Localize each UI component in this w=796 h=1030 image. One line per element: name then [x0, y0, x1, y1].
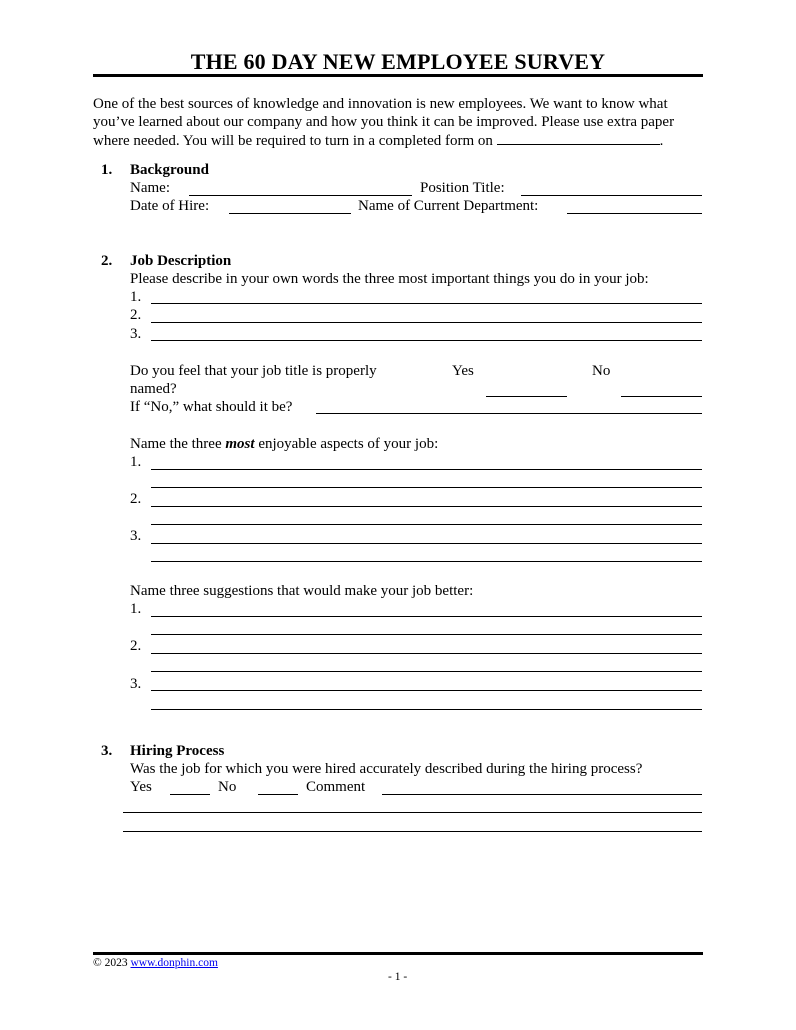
due-date-field[interactable]	[497, 131, 660, 145]
duty-field-1[interactable]	[151, 303, 702, 304]
suggestion-item-number-3: 3.	[130, 676, 142, 692]
copyright-text: © 2023	[93, 957, 131, 969]
enjoy-field-3b[interactable]	[151, 561, 702, 562]
name-label: Name:	[130, 180, 170, 196]
intro-text: One of the best sources of knowledge and innovation is new employees. We want to know what you’ve learned about our company and how you think it can be improved. Please use extra paper where needed. You will be required to turn in a completed form on	[93, 96, 675, 149]
footer-copyright	[93, 956, 218, 970]
enjoy-field-2a[interactable]	[151, 506, 702, 507]
hiring-comment-field-2[interactable]	[123, 812, 702, 813]
hiring-no-label: No	[218, 779, 237, 795]
enjoy-item-number-2: 2.	[130, 491, 142, 507]
current-department-field[interactable]	[567, 213, 702, 214]
suggestion-field-1b[interactable]	[151, 634, 702, 635]
section-1-number: 1.	[101, 162, 113, 178]
section-2-number: 2.	[101, 253, 113, 269]
footer-rule	[93, 952, 703, 955]
section-3-number: 3.	[101, 743, 113, 759]
suggestions-prompt: Name three suggestions that would make your job better:	[130, 583, 474, 599]
hiring-comment-field-1[interactable]	[382, 794, 702, 795]
suggestion-field-1a[interactable]	[151, 616, 702, 617]
hiring-yes-label: Yes	[130, 779, 152, 795]
enjoy-item-number-3: 3.	[130, 528, 142, 544]
section-1-heading: Background	[130, 162, 209, 178]
hiring-process-question: Was the job for which you were hired accurately described during the hiring process?	[130, 761, 643, 777]
section-3-heading: Hiring Process	[130, 743, 225, 759]
suggestion-field-2b[interactable]	[151, 671, 702, 672]
page-number: - 1 -	[388, 971, 408, 983]
job-title-question-line-1: Do you feel that your job title is properly	[130, 363, 377, 379]
intro-paragraph	[93, 95, 708, 150]
duty-item-number-3: 3.	[130, 326, 142, 342]
duty-item-number-2: 2.	[130, 307, 142, 323]
name-field[interactable]	[189, 195, 412, 196]
job-title-yes-label: Yes	[452, 363, 474, 379]
hiring-yes-field[interactable]	[170, 794, 210, 795]
suggestion-field-3a[interactable]	[151, 690, 702, 691]
job-title-no-label: No	[592, 363, 611, 379]
job-title-no-field[interactable]	[621, 396, 702, 397]
suggestion-item-number-2: 2.	[130, 638, 142, 654]
section-2-heading: Job Description	[130, 253, 232, 269]
hiring-comment-field-3[interactable]	[123, 831, 702, 832]
job-title-yes-field[interactable]	[486, 396, 567, 397]
enjoyable-aspects-prompt	[130, 435, 438, 453]
enjoy-emphasis: most	[225, 436, 255, 452]
enjoy-item-number-1: 1.	[130, 454, 142, 470]
date-of-hire-label: Date of Hire:	[130, 198, 210, 214]
enjoy-field-1b[interactable]	[151, 487, 702, 488]
duty-item-number-1: 1.	[130, 289, 142, 305]
hiring-comment-label: Comment	[306, 779, 366, 795]
intro-end: .	[659, 133, 664, 149]
job-description-prompt: Please describe in your own words the three most important things you do in your job:	[130, 271, 649, 287]
duty-field-2[interactable]	[151, 322, 702, 323]
enjoy-suffix: enjoyable aspects of your job:	[254, 436, 439, 452]
current-department-label: Name of Current Department:	[358, 198, 539, 214]
position-title-field[interactable]	[521, 195, 702, 196]
website-link[interactable]: www.donphin.com	[130, 957, 218, 969]
job-title-question-line-2: named?	[130, 381, 177, 397]
if-no-label: If “No,” what should it be?	[130, 399, 293, 415]
hiring-no-field[interactable]	[258, 794, 298, 795]
enjoy-field-3a[interactable]	[151, 543, 702, 544]
suggestion-field-3b[interactable]	[151, 709, 702, 710]
enjoy-field-2b[interactable]	[151, 524, 702, 525]
enjoy-field-1a[interactable]	[151, 469, 702, 470]
enjoy-prefix: Name the three	[130, 436, 226, 452]
suggestion-field-2a[interactable]	[151, 653, 702, 654]
date-of-hire-field[interactable]	[229, 213, 351, 214]
page-title: THE 60 DAY NEW EMPLOYEE SURVEY	[190, 49, 606, 74]
title-rule	[93, 74, 703, 77]
suggestion-item-number-1: 1.	[130, 601, 142, 617]
suggested-title-field[interactable]	[316, 413, 702, 414]
position-title-label: Position Title:	[420, 180, 505, 196]
duty-field-3[interactable]	[151, 340, 702, 341]
